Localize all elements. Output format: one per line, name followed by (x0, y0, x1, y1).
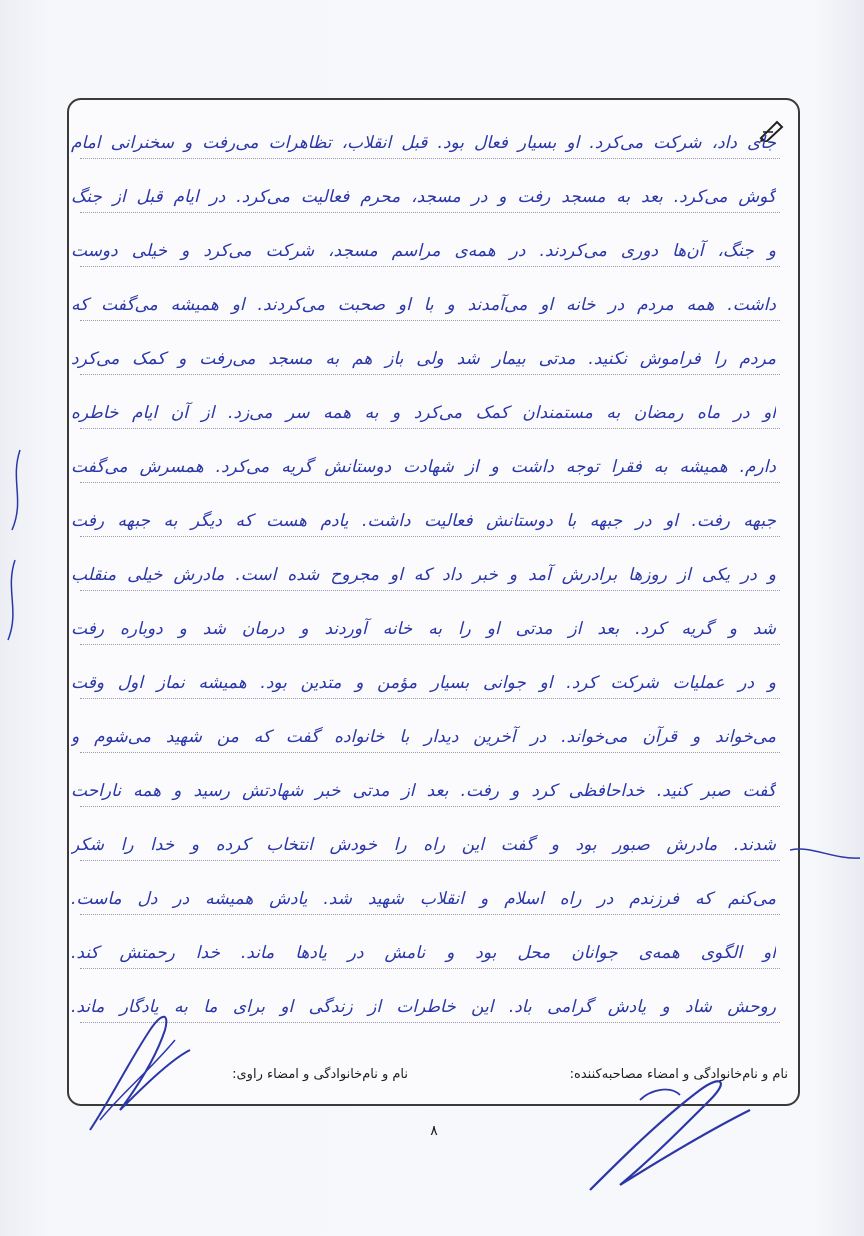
interviewer-signature-label: نام و نام‌خانوادگی و امضاء مصاحبه‌کننده: (569, 1067, 788, 1082)
handwritten-line: جبهه رفت. او در جبهه با دوستانش فعالیت داشت. یادم هست که دیگر به جبهه رفت (71, 511, 776, 531)
narrator-signature-label: نام و نام‌خانوادگی و امضاء راوی: (232, 1067, 408, 1082)
page-number: ۸ (430, 1123, 438, 1139)
ruled-line (80, 590, 780, 591)
handwritten-line: و در عملیات شرکت کرد. او جوانی بسیار مؤمن و متدین بود. همیشه نماز اول وقت (71, 673, 776, 693)
ruled-line (80, 806, 780, 807)
ruled-line (80, 698, 780, 699)
handwritten-line: می‌خواند و قرآن می‌خواند. در آخرین دیدار با خانواده گفت که من شهید می‌شوم و (71, 727, 776, 747)
signature-mark (790, 820, 864, 880)
handwritten-line: می‌کنم که فرزندم در راه اسلام و انقلاب شهید شد. یادش همیشه در دل ماست. (71, 889, 776, 909)
ruled-line (80, 374, 780, 375)
ruled-line (80, 536, 780, 537)
ruled-line (80, 860, 780, 861)
signature-mark (580, 1070, 760, 1200)
handwritten-line: و جنگ، آن‌ها دوری می‌کردند. در همه‌ی مراسم مسجد، شرکت می‌کرد و خیلی دوست (71, 241, 776, 261)
handwritten-line: داشت. همه مردم در خانه او می‌آمدند و با او صحبت می‌کردند. او همیشه می‌گفت که (71, 295, 776, 315)
handwritten-line: او الگوی همه‌ی جوانان محل بود و نامش در یادها ماند. خدا رحمتش کند. (71, 943, 776, 963)
ruled-line (80, 644, 780, 645)
ruled-line (80, 482, 780, 483)
handwritten-line: و در یکی از روزها برادرش آمد و خبر داد که او مجروح شده است. مادرش خیلی منقلب (71, 565, 776, 585)
handwritten-line: مردم را فراموش نکنید. مدتی بیمار شد ولی باز هم به مسجد می‌رفت و کمک می‌کرد (71, 349, 776, 369)
signature-mark (0, 440, 30, 700)
ruled-line (80, 266, 780, 267)
handwritten-line: شد و گریه کرد. بعد از مدتی او را به خانه آوردند و درمان شد و دوباره رفت (71, 619, 776, 639)
handwritten-line: جای داد، شرکت می‌کرد. او بسیار فعال بود. قبل انقلاب، تظاهرات می‌رفت و سخنرانی امام (71, 133, 776, 153)
ruled-line (80, 428, 780, 429)
handwritten-line: گفت صبر کنید. خداحافظی کرد و رفت. بعد از مدتی خبر شهادتش رسید و همه ناراحت (71, 781, 776, 801)
ruled-line (80, 914, 780, 915)
ruled-line (80, 320, 780, 321)
ruled-line (80, 968, 780, 969)
handwritten-line: شدند. مادرش صبور بود و گفت این راه را خودش انتخاب کرده و خدا را شکر (71, 835, 776, 855)
handwritten-line: گوش می‌کرد. بعد به مسجد رفت و در مسجد، محرم فعالیت می‌کرد. در ایام قبل از جنگ (71, 187, 776, 207)
handwritten-line: او در ماه رمضان به مستمندان کمک می‌کرد و به همه سر می‌زد. از آن ایام خاطره (71, 403, 776, 423)
ruled-line (80, 158, 780, 159)
handwritten-line: روحش شاد و یادش گرامی باد. این خاطرات از زندگی او برای ما به یادگار ماند. (71, 997, 776, 1017)
ruled-line (80, 752, 780, 753)
signature-mark (80, 1000, 200, 1140)
handwritten-line: دارم. همیشه به فقرا توجه داشت و از شهادت دوستانش گریه می‌کرد. همسرش می‌گفت (71, 457, 776, 477)
ruled-line (80, 212, 780, 213)
